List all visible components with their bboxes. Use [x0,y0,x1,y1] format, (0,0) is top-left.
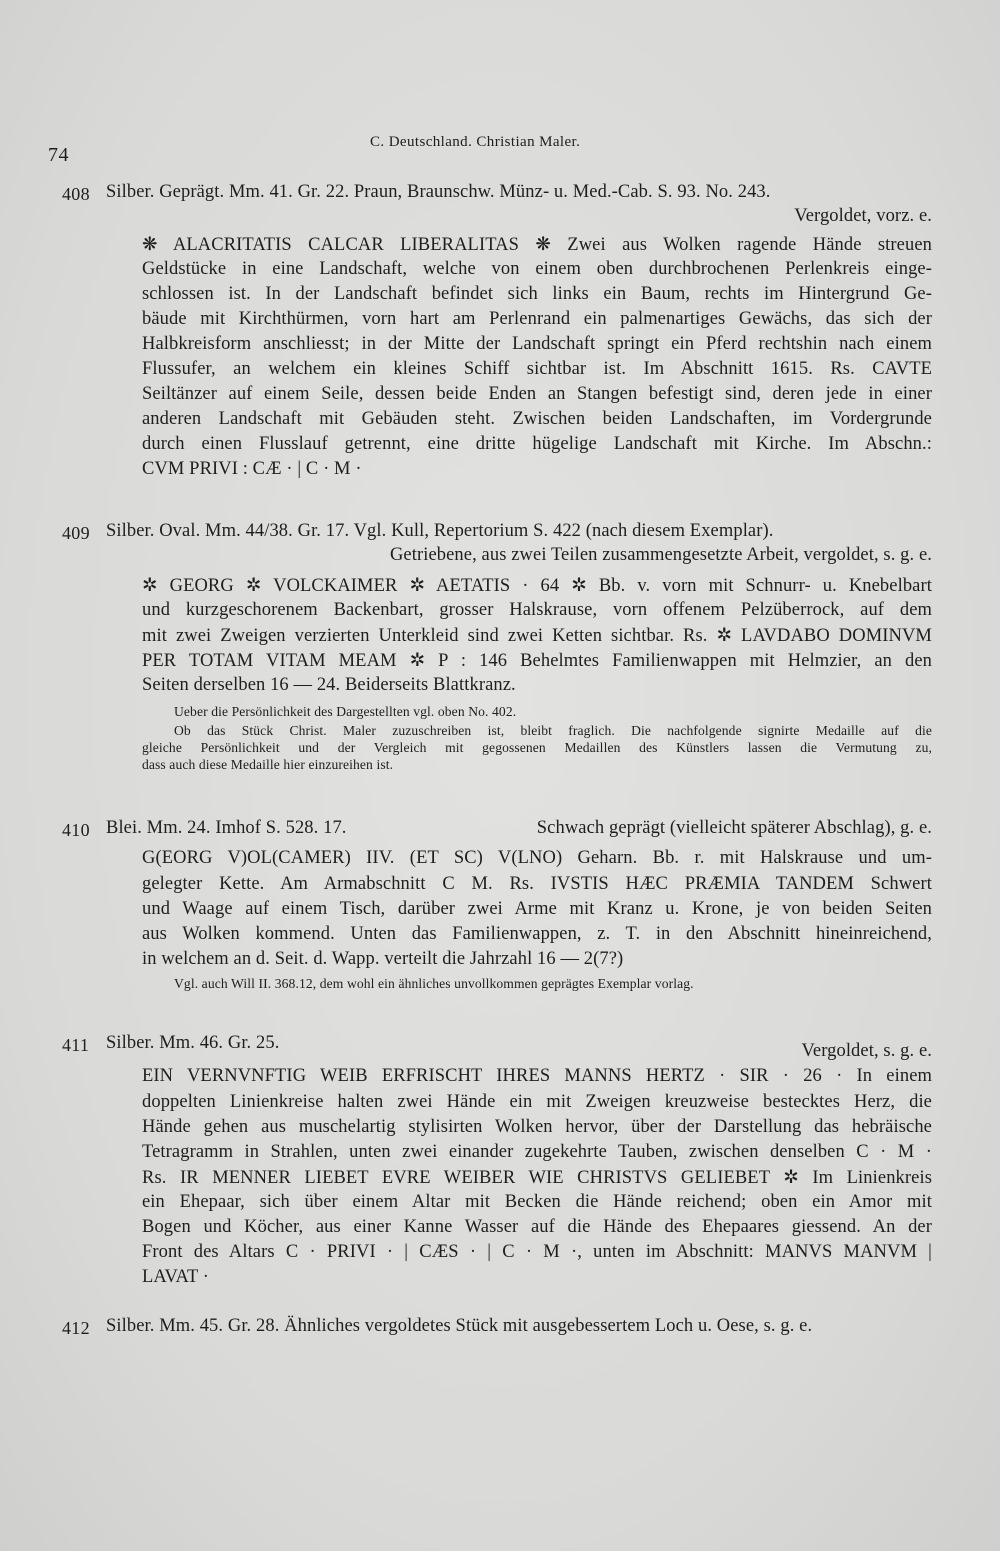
catalog-entry-410 [62,818,932,998]
entry-text-line: anderen Landschaft mit Gebäuden steht. Zwischen beiden Landschaften, im Vordergrunde [142,409,932,429]
entry-text-line: aus Wolken kommend. Unten das Familienwappen, z. T. in den Abschnitt hineinreichend, [142,924,932,944]
entry-condition: Vergoldet, vorz. e. [794,206,932,226]
entry-text-line: Halbkreisform anschliesst; in der Mitte der Landschaft springt ein Pferd rechtshin nach einem [142,334,932,354]
entry-text-line: doppelten Linienkreise halten zwei Hände ein mit Zweigen kreuzweise bestecktes Herz, die [142,1092,932,1112]
entry-condition: Schwach geprägt (vielleicht späterer Abschlag), g. e. [536,818,932,838]
entry-text-line: gelegter Kette. Am Armabschnitt C M. Rs. IVSTIS HÆC PRÆMIA TANDEM Schwert [142,874,932,894]
entry-number: 411 [62,1035,90,1055]
entry-text-line: mit zwei Zweigen verzierten Unterkleid sind zwei Ketten sichtbar. Rs. ✲ LAVDABO DOMINVM [142,626,932,646]
entry-text-line: in welchem an d. Seit. d. Wapp. verteilt die Jahrzahl 16 — 2(7?) [142,949,624,969]
entry-head: Blei. Mm. 24. Imhof S. 528. 17. [106,818,347,838]
entry-text-line: LAVAT · [142,1267,210,1287]
catalog-entry-411 [62,1033,932,1287]
entry-text-line: G(EORG V)OL(CAMER) IIV. (ET SC) V(LNO) Geharn. Bb. r. mit Halskrause und um- [142,848,932,868]
entry-head: Silber. Mm. 46. Gr. 25. [106,1033,280,1053]
catalog-entry-409 [62,521,932,781]
entry-text-line: bäude mit Kirchthürmen, vorn hart am Perlenrand ein palmenartiges Gewächs, das sich der [142,309,932,329]
entry-text-line: durch einen Flusslauf getrennt, eine dritte hügelige Landschaft mit Kirche. Im Abschn.: [142,434,932,454]
entry-text-line: Front des Altars C · PRIVI · | CÆS · | C · M ·, unten im Abschnitt: MANVS MANVM | [142,1242,932,1262]
footnote-line: Ob das Stück Christ. Maler zuzuschreiben ist, bleibt fraglich. Die nachfolgende signirte Medaille auf die [174,723,932,738]
catalog-entry-408 [62,182,932,482]
footnote-line: dass auch diese Medaille hier einzureihen ist. [142,757,394,772]
entry-text-line: ein Ehepaar, sich über einem Altar mit Becken die Hände reichend; oben ein Amor mit [142,1192,932,1212]
footnote-line: Vgl. auch Will II. 368.12, dem wohl ein ähnliches unvollkommen geprägtes Exemplar vorlag. [174,976,694,991]
entry-text-line: Seiltänzer auf einem Seile, dessen beide Enden an Stangen befestigt sind, deren jede in einer [142,384,932,404]
entry-text-line: CVM PRIVI : CÆ · | C · M · [142,459,362,479]
entry-number: 409 [62,523,90,543]
entry-text-line: und Waage auf einem Tisch, darüber zwei Arme mit Kranz u. Krone, je von beiden Seiten [142,899,932,919]
entry-text-line: Geldstücke in eine Landschaft, welche von einem oben durchbrochenen Perlenkreis einge- [142,259,932,279]
footnote-line: Ueber die Persönlichkeit des Dargestellten vgl. oben No. 402. [174,704,517,719]
running-head: C. Deutschland. Christian Maler. [370,134,581,150]
entry-text-line: Flussufer, an welchem ein kleines Schiff sichtbar ist. Im Abschnitt 1615. Rs. CAVTE [142,359,932,379]
entry-text-line: und kurzgeschorenem Backenbart, grosser Halskrause, vorn offenem Pelzüberrock, auf dem [142,600,932,620]
entry-text-line: Seiten derselben 16 — 24. Beiderseits Blattkranz. [142,675,516,695]
entry-condition: Vergoldet, s. g. e. [801,1041,932,1061]
entry-condition: Getriebene, aus zwei Teilen zusammengesetzte Arbeit, vergoldet, s. g. e. [389,545,932,565]
entry-number: 408 [62,184,90,204]
entry-number: 412 [62,1318,90,1338]
entry-text-line: Bogen und Köcher, aus einer Kanne Wasser auf die Hände des Ehepaares giessend. An der [142,1217,932,1237]
footnote-line: gleiche Persönlichkeit und der Vergleich mit gegossenen Medaillen des Künstlers lassen die Vermutung zu, [142,740,932,755]
entry-head: Silber. Oval. Mm. 44/38. Gr. 17. Vgl. Kull, Repertorium S. 422 (nach diesem Exemplar). [106,521,774,541]
catalog-entry-412 [62,1316,932,1346]
entry-text-line: Tetragramm in Strahlen, unten zwei einander zugekehrte Tauben, zwischen denselben C · M · [142,1142,932,1162]
entry-text-line: PER TOTAM VITAM MEAM ✲ P : 146 Behelmtes Familienwappen mit Helmzier, an den [142,651,932,671]
entry-number: 410 [62,820,90,840]
entry-text-line: Hände gehen aus muschelartig stylisirten Wolken hervor, über der Darstellung das hebräische [142,1117,932,1137]
entry-text-line: Rs. IR MENNER LIEBET EVRE WEIBER WIE CHRISTVS GELIEBET ✲ Im Linienkreis [142,1168,932,1188]
entry-text-line: ✲ GEORG ✲ VOLCKAIMER ✲ AETATIS · 64 ✲ Bb. v. vorn mit Schnurr- u. Knebelbart [142,576,932,596]
entry-head: Silber. Mm. 45. Gr. 28. Ähnliches vergoldetes Stück mit ausgebessertem Loch u. Oese, s. g. e. [106,1316,813,1336]
page-header [48,134,608,164]
entry-head: Silber. Geprägt. Mm. 41. Gr. 22. Praun, Braunschw. Münz- u. Med.-Cab. S. 93. No. 243. [106,182,771,202]
page-number: 74 [48,144,69,166]
entry-text-line: schlossen ist. In der Landschaft befindet sich links ein Baum, rechts im Hintergrund Ge- [142,284,932,304]
entry-text-line: ❋ ALACRITATIS CALCAR LIBERALITAS ❋ Zwei aus Wolken ragende Hände streuen [142,235,932,255]
entry-text-line: EIN VERNVNFTIG WEIB ERFRISCHT IHRES MANNS HERTZ · SIR · 26 · In einem [142,1066,932,1086]
